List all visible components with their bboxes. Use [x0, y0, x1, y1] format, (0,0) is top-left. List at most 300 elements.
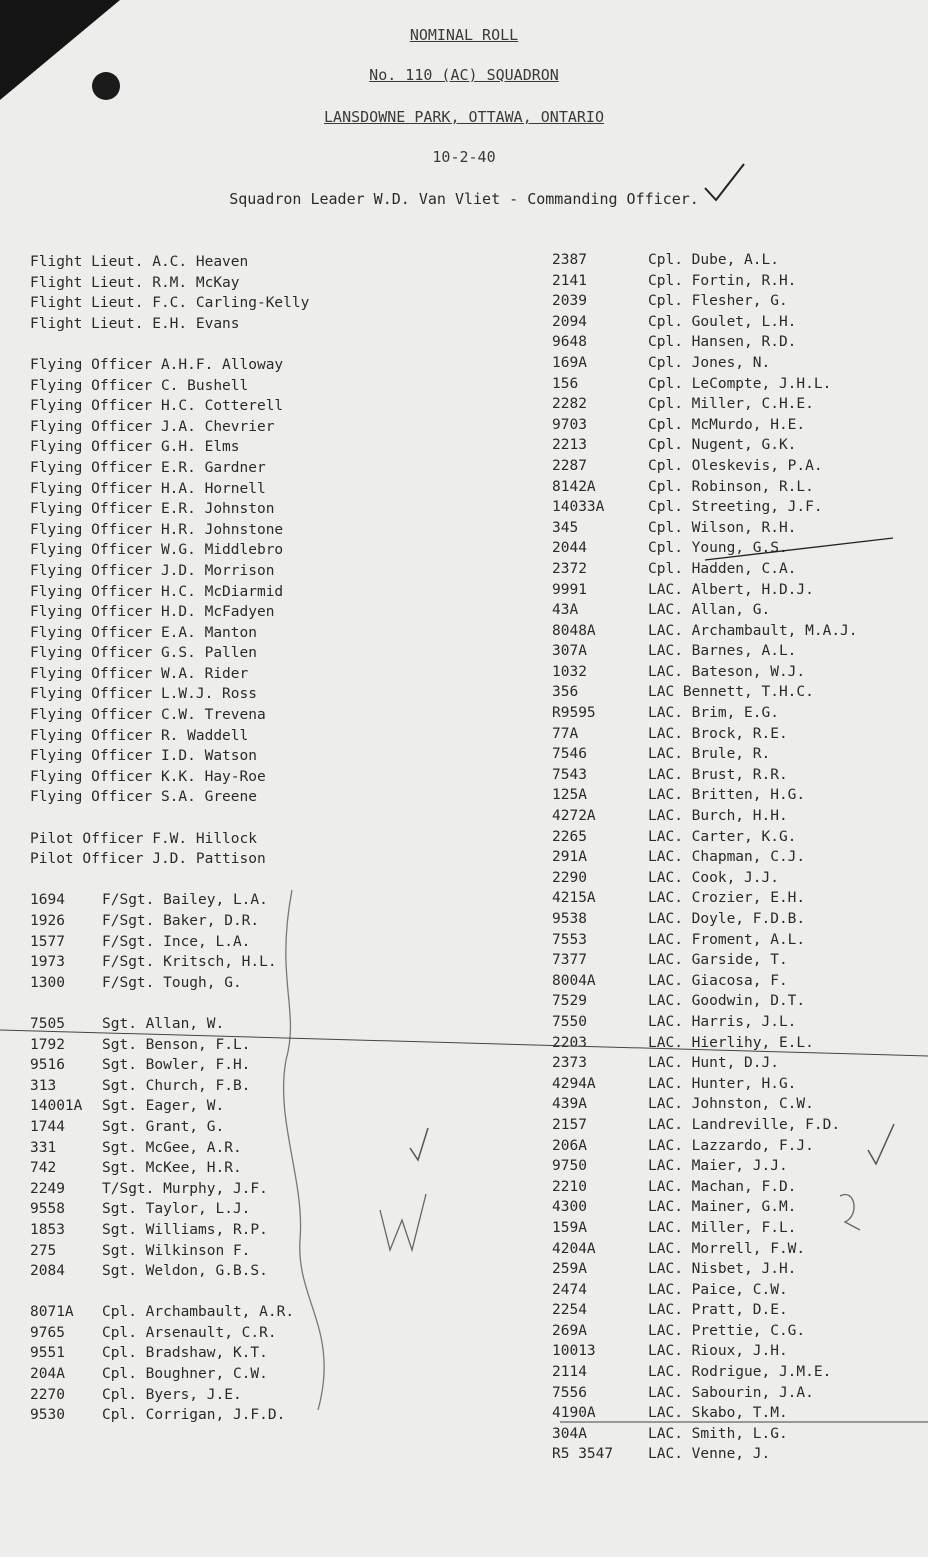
roll-entry: [552, 724, 858, 745]
roll-entry: [552, 580, 858, 601]
roll-entry: [552, 1156, 858, 1177]
service-number: 331: [30, 1139, 57, 1156]
rank-and-name: Cpl. Nugent, G.K.: [648, 437, 797, 454]
roll-entry: [30, 1117, 309, 1138]
rank-and-name: Cpl. McMurdo, H.E.: [648, 416, 806, 433]
roll-entry: [552, 621, 858, 642]
service-number: 1744: [30, 1118, 65, 1135]
service-number: 125A: [552, 787, 587, 804]
roll-entry: [30, 1385, 309, 1406]
service-number: 2372: [552, 560, 587, 577]
rank-and-name: Flying Officer I.D. Watson: [30, 748, 257, 765]
service-number: 345: [552, 519, 579, 536]
rank-and-name: Sgt. Wilkinson F.: [102, 1242, 251, 1259]
rank-and-name: Cpl. Robinson, R.L.: [648, 478, 814, 495]
rank-and-name: LAC. Bateson, W.J.: [648, 663, 806, 680]
roll-entry: [552, 744, 858, 765]
service-number: 4300: [552, 1199, 587, 1216]
rank-and-name: LAC. Johnston, C.W.: [648, 1096, 814, 1113]
service-number: 7529: [552, 993, 587, 1010]
service-number: 439A: [552, 1096, 587, 1113]
rank-and-name: LAC. Maier, J.J.: [648, 1158, 788, 1175]
roll-entry: [30, 829, 309, 850]
rank-and-name: LAC. Froment, A.L.: [648, 931, 806, 948]
service-number: 269A: [552, 1322, 587, 1339]
roll-entry: [552, 538, 858, 559]
rank-and-name: Flying Officer H.D. McFadyen: [30, 604, 275, 621]
section-gap: [30, 870, 309, 891]
service-number: R9595: [552, 705, 596, 722]
rank-and-name: LAC. Rioux, J.H.: [648, 1343, 788, 1360]
roll-entry: [30, 582, 309, 603]
rank-and-name: LAC. Mainer, G.M.: [648, 1199, 797, 1216]
roll-entry: [30, 684, 309, 705]
roll-entry: [30, 1241, 309, 1262]
service-number: 8048A: [552, 622, 596, 639]
service-number: 9530: [30, 1407, 65, 1424]
service-number: 2373: [552, 1055, 587, 1072]
roll-entry: [552, 497, 858, 518]
rank-and-name: LAC. Paice, C.W.: [648, 1281, 788, 1298]
roll-entry: [552, 991, 858, 1012]
rank-and-name: LAC. Allan, G.: [648, 602, 771, 619]
rank-and-name: F/Sgt. Baker, D.R.: [102, 913, 260, 929]
roll-entry: [552, 971, 858, 992]
rank-and-name: Sgt. Eager, W.: [102, 1098, 225, 1115]
service-number: 742: [30, 1160, 57, 1177]
service-number: 2210: [552, 1178, 587, 1195]
rank-and-name: Flying Officer S.A. Greene: [30, 789, 257, 806]
rank-and-name: Flying Officer J.A. Chevrier: [30, 418, 275, 435]
service-number: 1853: [30, 1221, 65, 1238]
service-number: 77A: [552, 725, 579, 742]
service-number: 2213: [552, 437, 587, 454]
roll-entry: [30, 911, 309, 932]
roll-entry: [552, 662, 858, 683]
rank-and-name: Flying Officer H.A. Hornell: [30, 480, 266, 497]
roll-entry: [552, 1300, 858, 1321]
roll-entry: [552, 785, 858, 806]
roll-entry: [30, 499, 309, 520]
rank-and-name: LAC. Prettie, C.G.: [648, 1322, 806, 1339]
roll-entry: [552, 374, 858, 395]
service-number: 7377: [552, 952, 587, 969]
roll-entry: [552, 312, 858, 333]
roll-entry: [552, 1053, 858, 1074]
rank-and-name: LAC. Venne, J.: [648, 1446, 771, 1463]
roll-entry: [30, 643, 309, 664]
roll-entry: [552, 703, 858, 724]
service-number: 7556: [552, 1384, 587, 1401]
service-number: 169A: [552, 354, 587, 371]
service-number: 206A: [552, 1137, 587, 1154]
roll-entry: [30, 273, 309, 294]
rank-and-name: LAC. Nisbet, J.H.: [648, 1261, 797, 1278]
rank-and-name: Flying Officer E.R. Gardner: [30, 459, 266, 476]
rank-and-name: LAC. Harris, J.L.: [648, 1013, 797, 1030]
rank-and-name: Flying Officer L.W.J. Ross: [30, 686, 257, 703]
service-number: 7550: [552, 1013, 587, 1030]
service-number: 7543: [552, 766, 587, 783]
rank-and-name: LAC. Cook, J.J.: [648, 869, 779, 886]
rank-and-name: Sgt. Taylor, L.J.: [102, 1201, 251, 1218]
service-number: 7546: [552, 746, 587, 763]
rank-and-name: Flight Lieut. A.C. Heaven: [30, 254, 249, 270]
roll-entry: [30, 746, 309, 767]
service-number: 9558: [30, 1201, 65, 1218]
rank-and-name: LAC. Hierlihy, E.L.: [648, 1034, 814, 1051]
roll-entry: [30, 973, 309, 994]
roll-entry: [552, 1383, 858, 1404]
rank-and-name: LAC. Crozier, E.H.: [648, 890, 806, 907]
service-number: 2282: [552, 396, 587, 413]
service-number: 2387: [552, 252, 587, 268]
service-number: 2094: [552, 313, 587, 330]
rank-and-name: LAC. Brust, R.R.: [648, 766, 788, 783]
service-number: 304A: [552, 1425, 587, 1442]
service-number: 356: [552, 684, 579, 701]
checkmark-right: [868, 1124, 894, 1164]
roll-entry: [552, 332, 858, 353]
roll-entry: [552, 1444, 858, 1465]
rank-and-name: LAC. Sabourin, J.A.: [648, 1384, 814, 1401]
roll-entry: [30, 1302, 309, 1323]
service-number: 259A: [552, 1261, 587, 1278]
roll-entry: [30, 540, 309, 561]
service-number: 7505: [30, 1015, 65, 1032]
service-number: 9538: [552, 911, 587, 927]
rank-and-name: Sgt. Allan, W.: [102, 1015, 225, 1032]
rank-and-name: Cpl. Dube, A.L.: [648, 252, 779, 268]
roll-entry: [30, 1364, 309, 1385]
rank-and-name: Cpl. Flesher, G.: [648, 293, 788, 310]
rank-and-name: Flying Officer A.H.F. Alloway: [30, 356, 284, 373]
roll-date: 10-2-40: [432, 148, 496, 166]
rank-and-name: Cpl. Fortin, R.H.: [648, 272, 797, 289]
rank-and-name: Cpl. LeCompte, J.H.L.: [648, 375, 832, 392]
rank-and-name: LAC. Hunter, H.G.: [648, 1075, 797, 1092]
roll-entry: [30, 1096, 309, 1117]
location-heading: LANSDOWNE PARK, OTTAWA, ONTARIO: [324, 108, 604, 126]
roll-entry: [552, 1403, 858, 1424]
rank-and-name: Flying Officer E.R. Johnston: [30, 501, 275, 518]
roll-entry: [552, 1280, 858, 1301]
service-number: 8004A: [552, 972, 596, 989]
rank-and-name: LAC. Miller, F.L.: [648, 1219, 797, 1236]
service-number: 275: [30, 1242, 57, 1259]
rank-and-name: Cpl. Bradshaw, K.T.: [102, 1345, 268, 1362]
roll-entry: [30, 479, 309, 500]
roll-entry: [30, 1199, 309, 1220]
roll-entry: [30, 1014, 309, 1035]
roll-entry: [30, 890, 309, 911]
rank-and-name: Cpl. Wilson, R.H.: [648, 519, 797, 536]
service-number: 2039: [552, 293, 587, 310]
roll-entry: [30, 767, 309, 788]
roll-entry: [30, 932, 309, 953]
roll-entry: [30, 1405, 309, 1426]
roll-entry: [30, 952, 309, 973]
rank-and-name: LAC. Brule, R.: [648, 746, 771, 763]
service-number: 291A: [552, 849, 587, 866]
roll-entry: [30, 705, 309, 726]
rank-and-name: Cpl. Jones, N.: [648, 354, 771, 371]
service-number: 4272A: [552, 808, 596, 825]
service-number: 2254: [552, 1302, 587, 1319]
rank-and-name: Flying Officer W.A. Rider: [30, 665, 249, 682]
roll-entry: [552, 435, 858, 456]
roll-entry: [30, 396, 309, 417]
rank-and-name: Flying Officer K.K. Hay-Roe: [30, 768, 266, 785]
roll-entry: [552, 353, 858, 374]
service-number: 2141: [552, 272, 587, 289]
service-number: 2249: [30, 1180, 65, 1197]
roll-entry: [552, 518, 858, 539]
rank-and-name: LAC. Smith, L.G.: [648, 1425, 788, 1442]
roll-entry: [552, 930, 858, 951]
roll-entry: [30, 1343, 309, 1364]
rank-and-name: Pilot Officer J.D. Pattison: [30, 851, 266, 868]
service-number: 1300: [30, 974, 65, 991]
service-number: 4294A: [552, 1075, 596, 1092]
roll-entry: [552, 456, 858, 477]
roll-entry: [552, 415, 858, 436]
service-number: 8142A: [552, 478, 596, 495]
roll-entry: [552, 1177, 858, 1198]
roll-entry: [552, 682, 858, 703]
rank-and-name: Flying Officer H.R. Johnstone: [30, 521, 284, 538]
service-number: 2270: [30, 1386, 65, 1403]
rank-and-name: Cpl. Byers, J.E.: [102, 1386, 242, 1403]
service-number: 2265: [552, 828, 587, 845]
rank-and-name: Cpl. Corrigan, J.F.D.: [102, 1407, 286, 1424]
rank-and-name: F/Sgt. Tough, G.: [102, 974, 242, 991]
service-number: 9516: [30, 1057, 65, 1074]
service-number: 7553: [552, 931, 587, 948]
rank-and-name: LAC. Lazzardo, F.J.: [648, 1137, 814, 1154]
roll-entry: [552, 600, 858, 621]
rank-and-name: F/Sgt. Bailey, L.A.: [102, 892, 268, 909]
roll-entry: [30, 787, 309, 808]
roll-entry: [552, 868, 858, 889]
service-number: 9991: [552, 581, 587, 598]
rank-and-name: Flying Officer G.H. Elms: [30, 439, 240, 456]
rank-and-name: Flying Officer W.G. Middlebro: [30, 542, 284, 559]
roll-entry: [30, 293, 309, 314]
rank-and-name: Flying Officer G.S. Pallen: [30, 645, 257, 662]
rank-and-name: LAC. Britten, H.G.: [648, 787, 806, 804]
roll-entry: [552, 1033, 858, 1054]
service-number: 9703: [552, 416, 587, 433]
service-number: 2157: [552, 1116, 587, 1133]
service-number: 159A: [552, 1219, 587, 1236]
roll-entry: [552, 1239, 858, 1260]
roll-entry: [552, 806, 858, 827]
roll-entry: [30, 252, 309, 273]
roll-entry: [30, 849, 309, 870]
roll-entry: [552, 1074, 858, 1095]
service-number: R5 3547: [552, 1446, 614, 1463]
rank-and-name: LAC. Pratt, D.E.: [648, 1302, 788, 1319]
service-number: 4204A: [552, 1240, 596, 1257]
rank-and-name: Cpl. Hansen, R.D.: [648, 334, 797, 351]
service-number: 8071A: [30, 1304, 74, 1321]
rank-and-name: Flying Officer C.W. Trevena: [30, 707, 266, 724]
roll-entry: [30, 520, 309, 541]
rank-and-name: Sgt. McGee, A.R.: [102, 1139, 242, 1156]
roll-entry: [30, 1076, 309, 1097]
roll-entry: [552, 250, 858, 271]
roll-entry: [552, 1115, 858, 1136]
service-number: 2287: [552, 457, 587, 474]
roll-entry: [552, 847, 858, 868]
service-number: 14033A: [552, 499, 605, 516]
rank-and-name: LAC. Hunt, D.J.: [648, 1055, 779, 1072]
section-gap: [30, 808, 309, 829]
rank-and-name: LAC. Goodwin, D.T.: [648, 993, 806, 1010]
service-number: 9765: [30, 1324, 65, 1341]
service-number: 307A: [552, 643, 587, 660]
service-number: 9648: [552, 334, 587, 351]
roll-entry: [552, 1259, 858, 1280]
roll-entry: [30, 623, 309, 644]
service-number: 2114: [552, 1364, 587, 1381]
rank-and-name: Flying Officer R. Waddell: [30, 727, 249, 744]
pencil-scribble: [380, 1194, 426, 1250]
roll-entry: [30, 1055, 309, 1076]
roll-entry: [30, 437, 309, 458]
service-number: 1973: [30, 954, 65, 971]
roll-entry: [30, 561, 309, 582]
rank-and-name: Cpl. Archambault, A.R.: [102, 1304, 295, 1321]
roll-entry: [552, 291, 858, 312]
section-gap: [30, 334, 309, 355]
checkmark-left: [410, 1128, 428, 1160]
rank-and-name: LAC Bennett, T.H.C.: [648, 684, 814, 701]
commanding-officer-line: Squadron Leader W.D. Van Vliet - Commanding Officer.: [229, 190, 699, 208]
squadron-heading: No. 110 (AC) SQUADRON: [369, 66, 559, 84]
roll-entry: [30, 376, 309, 397]
rank-and-name: F/Sgt. Ince, L.A.: [102, 933, 251, 950]
service-number: 2474: [552, 1281, 587, 1298]
document-title: NOMINAL ROLL: [409, 26, 519, 44]
roll-entry: [552, 1094, 858, 1115]
service-number: 4190A: [552, 1405, 596, 1422]
rank-and-name: LAC. Doyle, F.D.B.: [648, 911, 806, 927]
roll-entry: [552, 394, 858, 415]
roll-entry: [552, 888, 858, 909]
roll-entry: [552, 1012, 858, 1033]
roll-entry: [552, 827, 858, 848]
right-column: [552, 250, 858, 1465]
rank-and-name: Cpl. Hadden, C.A.: [648, 560, 797, 577]
rank-and-name: LAC. Albert, H.D.J.: [648, 581, 814, 598]
section-gap: [30, 1282, 309, 1303]
rank-and-name: Cpl. Oleskevis, P.A.: [648, 457, 823, 474]
rank-and-name: LAC. Barnes, A.L.: [648, 643, 797, 660]
rank-and-name: Sgt. Benson, F.L.: [102, 1036, 251, 1053]
roll-entry: [552, 1218, 858, 1239]
rank-and-name: LAC. Brock, R.E.: [648, 725, 788, 742]
rank-and-name: Sgt. Weldon, G.B.S.: [102, 1263, 268, 1280]
roll-entry: [552, 765, 858, 786]
rank-and-name: Cpl. Young, G.S.: [648, 540, 788, 557]
service-number: 9750: [552, 1158, 587, 1175]
roll-entry: [30, 1158, 309, 1179]
rank-and-name: LAC. Giacosa, F.: [648, 972, 788, 989]
left-column: [30, 252, 309, 1426]
rank-and-name: Flying Officer C. Bushell: [30, 377, 249, 394]
rank-and-name: Sgt. Grant, G.: [102, 1118, 225, 1135]
rank-and-name: Sgt. Bowler, F.H.: [102, 1057, 251, 1074]
service-number: 9551: [30, 1345, 65, 1362]
service-number: 14001A: [30, 1098, 83, 1115]
rank-and-name: F/Sgt. Kritsch, H.L.: [102, 954, 277, 971]
roll-entry: [30, 458, 309, 479]
roll-entry: [30, 1179, 309, 1200]
rank-and-name: LAC. Morrell, F.W.: [648, 1240, 806, 1257]
roll-entry: [30, 726, 309, 747]
roll-entry: [552, 909, 858, 930]
roll-entry: [30, 1035, 309, 1056]
roll-entry: [552, 477, 858, 498]
service-number: 313: [30, 1077, 57, 1094]
rank-and-name: LAC. Skabo, T.M.: [648, 1405, 788, 1422]
rank-and-name: Flight Lieut. R.M. McKay: [30, 274, 240, 291]
roll-entry: [552, 1362, 858, 1383]
roll-entry: [30, 1323, 309, 1344]
service-number: 1792: [30, 1036, 65, 1053]
service-number: 2044: [552, 540, 587, 557]
roll-entry: [30, 664, 309, 685]
rank-and-name: LAC. Chapman, C.J.: [648, 849, 806, 866]
rank-and-name: Sgt. McKee, H.R.: [102, 1160, 242, 1177]
rank-and-name: Flying Officer H.C. McDiarmid: [30, 583, 284, 600]
rank-and-name: T/Sgt. Murphy, J.F.: [102, 1180, 268, 1197]
rank-and-name: Sgt. Church, F.B.: [102, 1077, 251, 1094]
service-number: 10013: [552, 1343, 596, 1360]
roll-entry: [30, 602, 309, 623]
roll-entry: [30, 417, 309, 438]
rank-and-name: Flight Lieut. E.H. Evans: [30, 315, 240, 332]
rank-and-name: Cpl. Boughner, C.W.: [102, 1366, 268, 1383]
roll-entry: [552, 1341, 858, 1362]
service-number: 2203: [552, 1034, 587, 1051]
service-number: 156: [552, 375, 579, 392]
service-number: 204A: [30, 1366, 65, 1383]
roll-entry: [552, 1197, 858, 1218]
service-number: 1694: [30, 892, 65, 909]
rank-and-name: Cpl. Goulet, L.H.: [648, 313, 797, 330]
service-number: 1577: [30, 933, 65, 950]
rank-and-name: Cpl. Arsenault, C.R.: [102, 1324, 277, 1341]
rank-and-name: Cpl. Miller, C.H.E.: [648, 396, 814, 413]
service-number: 1032: [552, 663, 587, 680]
roll-entry: [30, 1261, 309, 1282]
roll-entry: [30, 1138, 309, 1159]
rank-and-name: LAC. Burch, H.H.: [648, 808, 788, 825]
roll-entry: [552, 1136, 858, 1157]
roll-entry: [552, 1321, 858, 1342]
roll-entry: [552, 559, 858, 580]
service-number: 1926: [30, 913, 65, 929]
roll-entry: [30, 1220, 309, 1241]
roll-entry: [30, 314, 309, 335]
rank-and-name: LAC. Machan, F.D.: [648, 1178, 797, 1195]
section-gap: [30, 993, 309, 1014]
rank-and-name: LAC. Garside, T.: [648, 952, 788, 969]
rank-and-name: Pilot Officer F.W. Hillock: [30, 830, 257, 847]
